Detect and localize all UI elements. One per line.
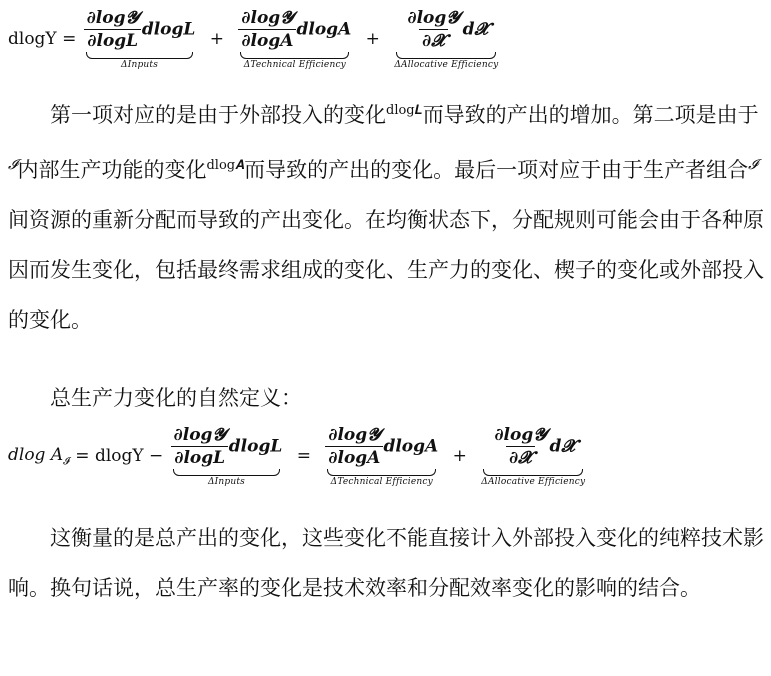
eq2-t3-denominator: ∂𝓧: [506, 446, 535, 468]
eq1-fraction-technical: [238, 8, 296, 51]
p1-cal-I-2: 𝓘: [748, 157, 758, 173]
eq2-label-inputs: ΔInputs: [207, 477, 245, 487]
eq2-term-inputs: [171, 425, 283, 487]
paragraph-decomposition-explanation: [8, 86, 764, 345]
paragraph-definition-intro: [8, 373, 764, 423]
underbrace: [327, 469, 436, 476]
eq1-t1-factor: dlog𝑳: [141, 19, 196, 40]
eq1-t2-numerator: ∂log𝓨: [241, 8, 294, 28]
eq1-term-technical: [238, 8, 351, 70]
p1-sup-dlogA: dlog𝑨: [206, 158, 245, 173]
eq2-label-technical: ΔTechnical Efficiency: [330, 477, 433, 487]
eq1-term-allocative: [394, 8, 498, 70]
eq2-mid: = dlogY −: [75, 446, 164, 466]
eq1-plus-1: +: [209, 29, 224, 49]
p1-cal-I-1: 𝓘: [8, 157, 18, 173]
eq1-t1-denominator: ∂log𝑳: [84, 29, 141, 51]
eq1-lhs: dlogY =: [8, 29, 77, 49]
eq2-t1-factor: dlog𝑳: [228, 436, 283, 457]
eq2-t1-denominator: ∂log𝑳: [171, 446, 228, 468]
p1-text-a: 第一项对应的是由于外部投入的变化: [50, 103, 386, 127]
eq2-label-allocative: ΔAllocative Efficiency: [481, 477, 586, 487]
eq1-label-allocative: ΔAllocative Efficiency: [394, 60, 499, 70]
eq2-t2-denominator: ∂log𝑨: [325, 446, 383, 468]
eq2-t1-numerator: ∂log𝓨: [173, 425, 226, 445]
underbrace: [86, 52, 194, 59]
eq2-term-allocative: [481, 425, 585, 487]
eq2-lhs: [8, 444, 70, 468]
eq1-fraction-inputs: [84, 8, 142, 51]
p1-text-c: 内部生产功能的变化: [17, 158, 207, 182]
eq1-plus-2: +: [365, 29, 380, 49]
underbrace: [396, 52, 496, 59]
equation-total-productivity: [8, 425, 587, 487]
eq2-term-technical: [325, 425, 438, 487]
eq2-lhs-text: dlog A: [8, 444, 64, 465]
paragraph-interpretation: [8, 513, 764, 613]
equation-output-decomposition: [8, 8, 500, 70]
p1-sup-dlogL: dlog𝑳: [386, 103, 423, 118]
eq2-t3-numerator: ∂log𝓨: [494, 425, 547, 445]
eq1-t1-numerator: ∂log𝓨: [86, 8, 139, 28]
underbrace: [173, 469, 281, 476]
eq1-t3-denominator: ∂𝓧: [419, 29, 448, 51]
eq2-fraction-allocative: [491, 425, 549, 468]
eq1-t2-denominator: ∂log𝑨: [238, 29, 296, 51]
eq2-fraction-technical: [325, 425, 383, 468]
underbrace: [240, 52, 349, 59]
p3-text: 这衡量的是总产出的变化，这些变化不能直接计入外部投入变化的纯粹技术影响。换句话说，总生产率的变化是技术效率和分配效率变化的影响的结合。: [8, 526, 764, 600]
p1-text-d: 而导致的产出的变化。最后一项对应于由于生产者组合: [244, 158, 749, 182]
eq1-term-inputs: [84, 8, 196, 70]
eq1-label-inputs: ΔInputs: [121, 60, 159, 70]
eq2-lhs-subscript: 𝓘: [63, 456, 70, 468]
eq1-fraction-allocative: [404, 8, 462, 51]
eq2-t2-numerator: ∂log𝓨: [328, 425, 381, 445]
eq2-t2-factor: dlog𝑨: [383, 436, 439, 457]
eq1-t3-factor: d𝓧: [462, 19, 489, 40]
eq2-plus: +: [452, 446, 467, 466]
eq2-equals: =: [296, 446, 311, 466]
p1-text-b: 而导致的产出的增加。第二项是由于: [422, 103, 759, 127]
eq2-fraction-inputs: [171, 425, 229, 468]
eq2-t3-factor: d𝓧: [549, 436, 576, 457]
underbrace: [483, 469, 583, 476]
eq1-t3-numerator: ∂log𝓨: [407, 8, 460, 28]
p2-text: 总生产力变化的自然定义：: [50, 386, 302, 410]
eq1-label-technical: ΔTechnical Efficiency: [243, 60, 346, 70]
p1-text-e: 间资源的重新分配而导致的产出变化。在均衡状态下，分配规则可能会由于各种原因而发生变化，包括最终需求组成的变化、生产力的变化、楔子的变化或外部投入的变化。: [8, 208, 764, 332]
eq1-t2-factor: dlog𝑨: [296, 19, 352, 40]
